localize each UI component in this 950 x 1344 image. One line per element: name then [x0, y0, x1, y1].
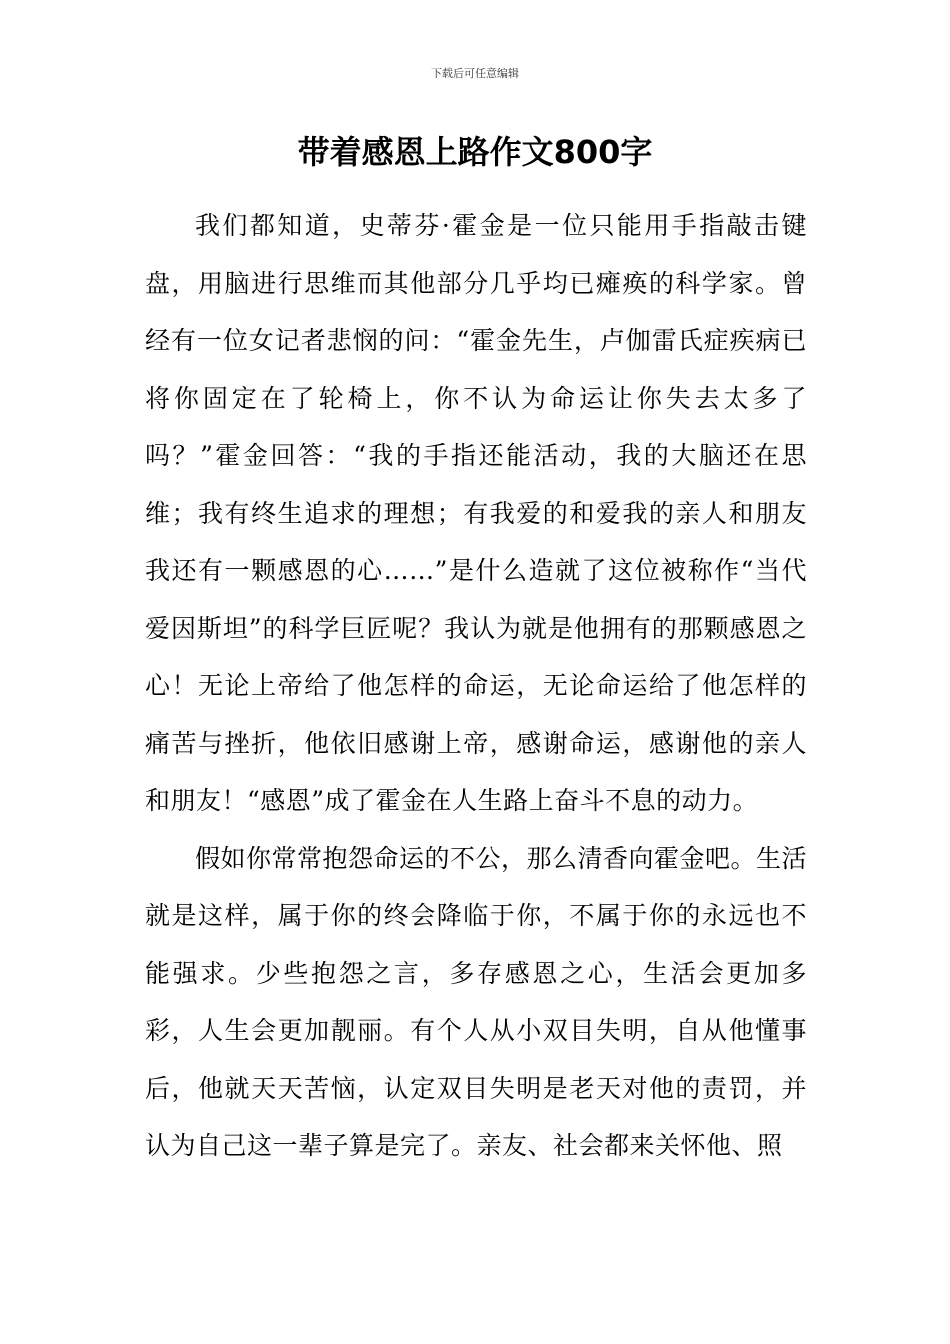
header-note: 下载后可任意编辑: [431, 67, 519, 80]
paragraph-2: 假如你常常抱怨命运的不公，那么清香向霍金吧。生活就是这样，属于你的终会降临于你，不属于你的永远也不能强求。少些抱怨之言，多存感恩之心，生活会更加多彩，人生会更加靓丽。有个人从小双目失明，自从他懂事后，他就天天苦恼，认定双目失明是老天对他的责罚，并认为自己这一辈子算是完了。亲友、社会都来关怀他、照: [145, 843, 808, 1160]
paragraph-1: 我们都知道，史蒂芬·霍金是一位只能用手指敲击键盘，用脑进行思维而其他部分几乎均已瘫痪的科学家。曾经有一位女记者悲悯的问：“霍金先生，卢伽雷氏症疾病已将你固定在了轮椅上，你不认为命运让你失去太多了吗？”霍金回答：“我的手指还能活动，我的大脑还在思维；我有终生追求的理想；有我爱的和爱我的亲人和朋友我还有一颗感恩的心……”是什么造就了这位被称作“当代爱因斯坦”的科学巨匠呢？我认为就是他拥有的那颗感恩之心！无论上帝给了他怎样的命运，无论命运给了他怎样的痛苦与挫折，他依旧感谢上帝，感谢命运，感谢他的亲人和朋友！“感恩”成了霍金在人生路上奋斗不息的动力。: [145, 211, 807, 815]
document-title: 带着感恩上路作文800字: [297, 133, 653, 171]
document-body: [145, 197, 807, 1175]
